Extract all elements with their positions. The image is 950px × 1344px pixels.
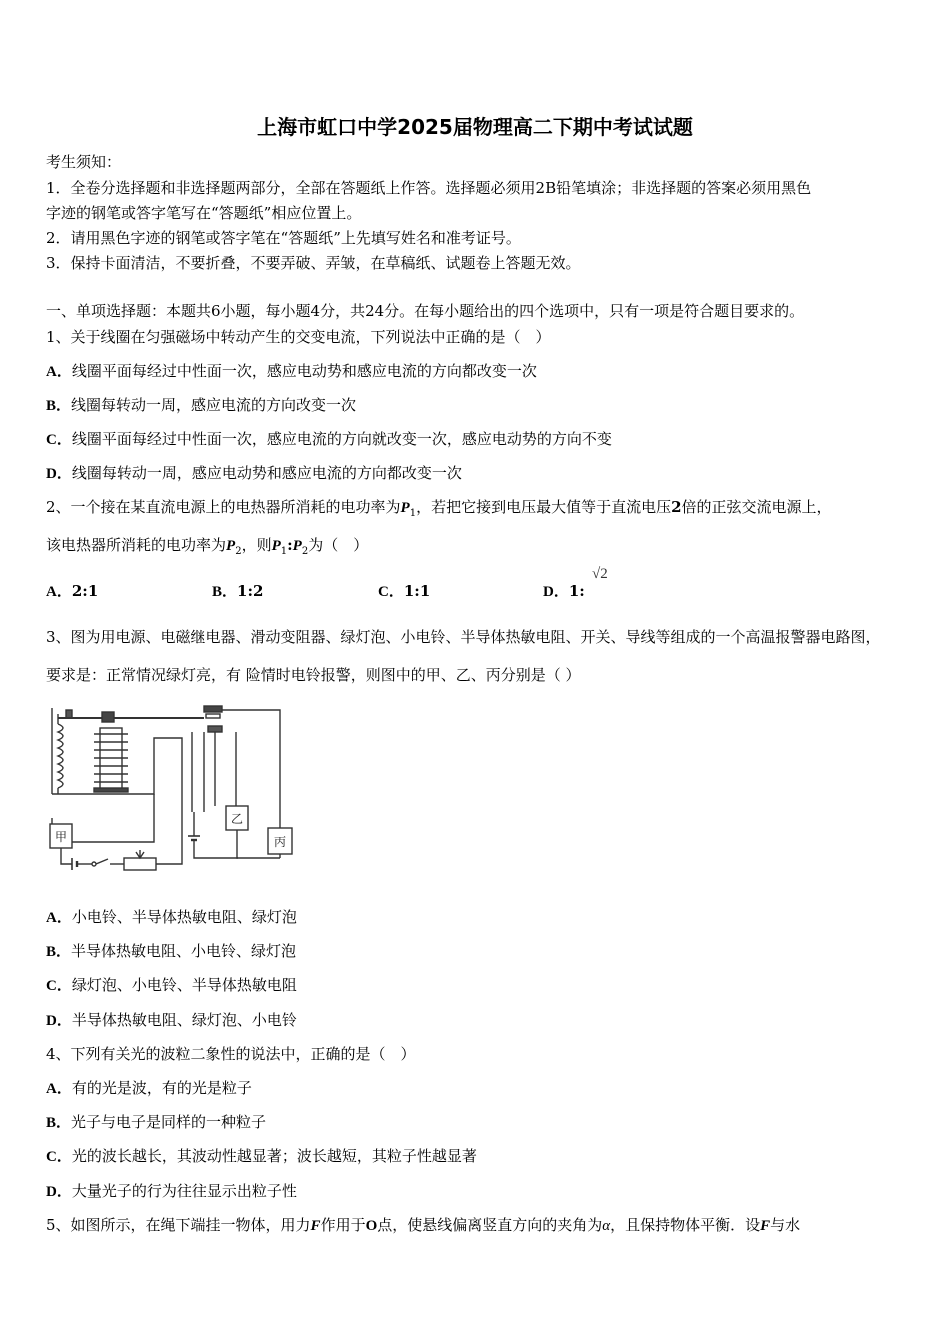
q1-option-a — [46, 361, 537, 382]
notice-item: 字迹的钢笔或答字笔写在“答题纸”相应位置上。 — [46, 204, 362, 222]
question-2-line-2: 该电热器所消耗的电功率为$P_2$，则$P_1:P_2$为（ ） — [46, 536, 369, 557]
q2-option-b: B．1:2 — [212, 582, 264, 600]
q3-option-c: C．绿灯泡、小电铃、半导体热敏电阻 — [46, 976, 297, 994]
question-3-line-2: 要求是：正常情况绿灯亮，有 险情时电铃报警，则图中的甲、乙、丙分别是（ ） — [46, 666, 581, 684]
q2-option-a: A．2:1 — [46, 582, 99, 600]
q1-option-c — [46, 429, 612, 450]
question-2-line-1: 2、一个接在某直流电源上的电热器所消耗的电功率为$P_1$，若把它接到电压最大值等于直流电压2倍的正弦交流电源上， — [46, 498, 832, 519]
rheostat — [124, 858, 156, 870]
electromagnet — [94, 728, 128, 792]
option-text: 线圈每转动一周，感应电动势和感应电流的方向都改变一次 — [71, 464, 462, 482]
notice-item: 2．请用黑色字迹的钢笔或答字笔在“答题纸”上先填写姓名和准考证号。 — [46, 229, 521, 247]
q4-option-a: A．有的光是波，有的光是粒子 — [46, 1079, 252, 1097]
q4-option-b: B．光子与电子是同样的一种粒子 — [46, 1113, 267, 1131]
notice-item: 3．保持卡面清洁，不要折叠，不要弄破、弄皱，在草稿纸、试题卷上答题无效。 — [46, 254, 581, 272]
q1-option-b — [46, 395, 356, 416]
q2-option-c: C．1:1 — [378, 582, 431, 600]
spring-coil — [52, 708, 72, 794]
label-yi: 乙 — [230, 812, 244, 826]
q3-option-b: B．半导体热敏电阻、小电铃、绿灯泡 — [46, 942, 297, 960]
option-label: D． — [46, 466, 72, 482]
circuit-diagram — [44, 702, 294, 882]
q2-option-d: D．1: — [543, 582, 585, 600]
q1-option-d — [46, 463, 462, 484]
label-jia: 甲 — [54, 830, 68, 844]
notice-item: 1．全卷分选择题和非选择题两部分，全部在答题纸上作答。选择题必须用2B铅笔填涂；非选择题的答案必须用黑色 — [46, 179, 812, 197]
question-5-stem: 5、如图所示，在绳下端挂一物体，用力F作用于O点，使悬线偏离竖直方向的夹角为α，且保持物体平衡．设F与水 — [46, 1216, 801, 1234]
section-heading: 一、单项选择题：本题共6小题，每小题4分，共24分。在每小题给出的四个选项中，只有一项是符合题目要求的。 — [46, 302, 805, 320]
sqrt-two: √2 — [592, 566, 608, 582]
option-text: 线圈平面每经过中性面一次，感应电流的方向就改变一次，感应电动势的方向不变 — [71, 430, 612, 448]
option-label: C． — [46, 432, 72, 448]
question-1-stem: 1、关于线圈在匀强磁场中转动产生的交变电流，下列说法中正确的是（ ） — [46, 328, 551, 346]
question-4-stem: 4、下列有关光的波粒二象性的说法中，正确的是（ ） — [46, 1045, 416, 1063]
option-label: B． — [46, 398, 72, 414]
notice-heading: 考生须知： — [46, 153, 122, 171]
label-bing: 丙 — [273, 835, 287, 849]
contact-switch — [204, 706, 222, 732]
page-title: 上海市虹口中学2025届物理高二下期中考试试题 — [257, 115, 693, 139]
q3-option-a: A．小电铃、半导体热敏电阻、绿灯泡 — [46, 908, 297, 926]
option-label: A． — [46, 364, 72, 380]
option-text: 线圈平面每经过中性面一次，感应电动势和感应电流的方向都改变一次 — [71, 362, 537, 380]
option-text: 线圈每转动一周，感应电流的方向改变一次 — [71, 396, 357, 414]
q3-option-d: D．半导体热敏电阻、绿灯泡、小电铃 — [46, 1011, 297, 1029]
q4-option-c: C．光的波长越长，其波动性越显著；波长越短，其粒子性越显著 — [46, 1147, 477, 1165]
q4-option-d: D．大量光子的行为往往显示出粒子性 — [46, 1182, 297, 1200]
question-3-line-1: 3、图为用电源、电磁继电器、滑动变阻器、绿灯泡、小电铃、半导体热敏电阻、开关、导线等组成的一个高温报警器电路图， — [46, 628, 881, 646]
